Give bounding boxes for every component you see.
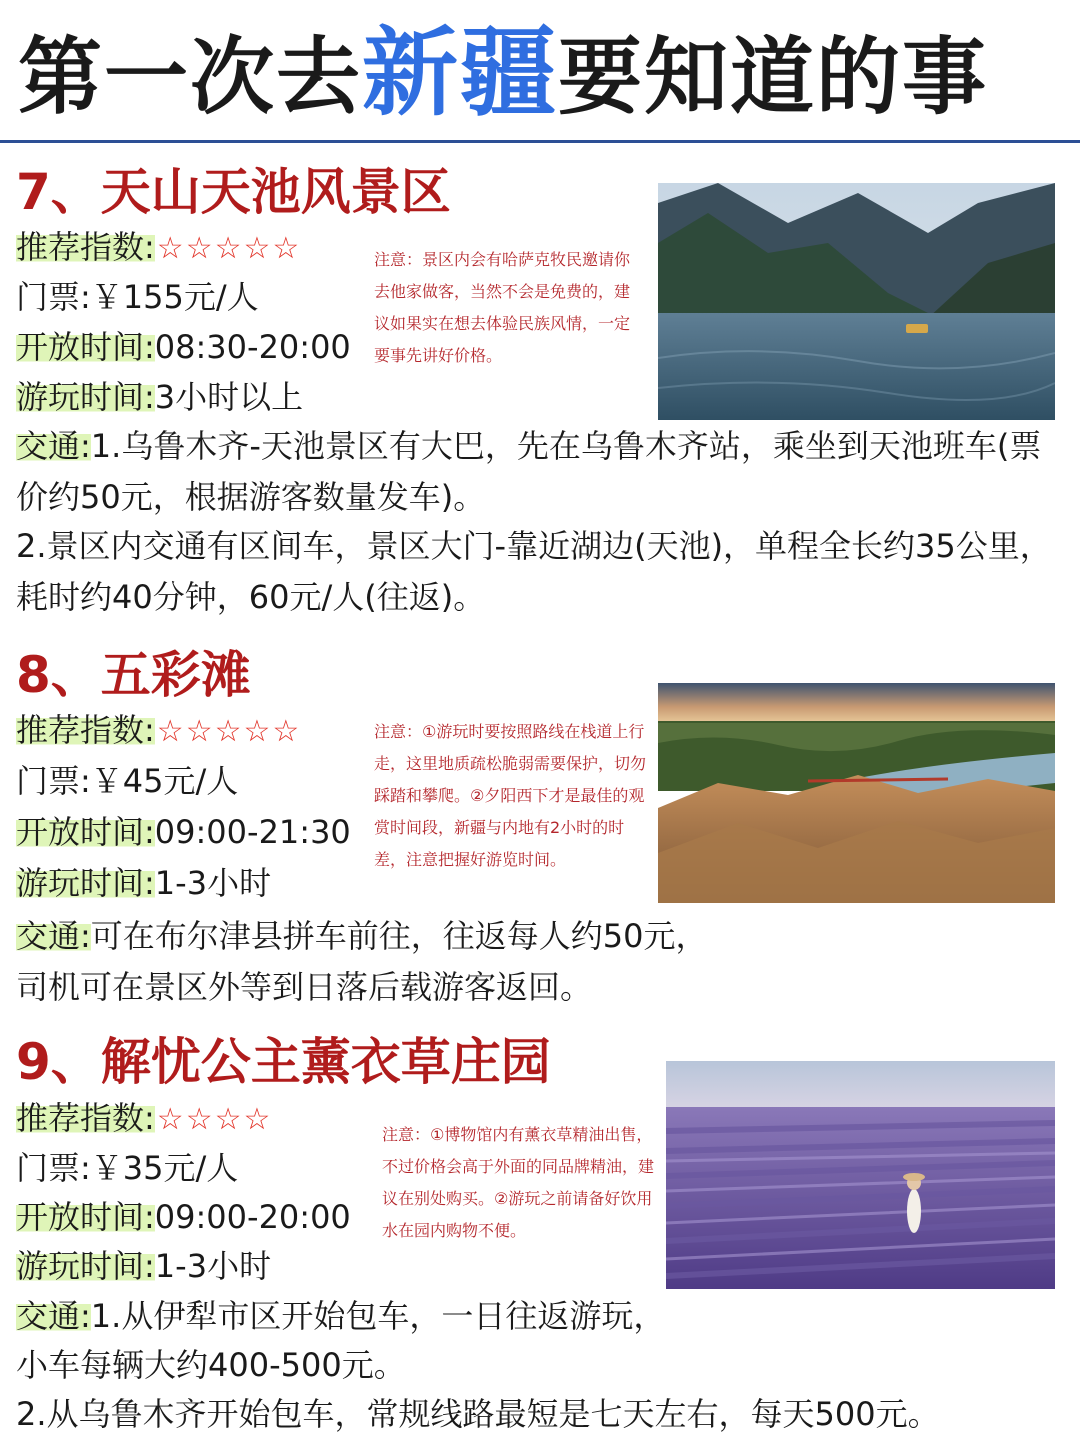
photo-lavender-field bbox=[666, 1061, 1055, 1289]
hours-label: 开放时间: bbox=[16, 1198, 155, 1236]
duration-label: 游玩时间: bbox=[16, 1247, 155, 1285]
hours-row bbox=[16, 809, 351, 855]
transport-para-tianchi bbox=[16, 421, 1056, 523]
duration-value: 1-3小时 bbox=[154, 1247, 272, 1285]
duration-row bbox=[16, 1243, 271, 1289]
hours-value: 09:00-21:30 bbox=[154, 813, 351, 851]
transport-text: 1.乌鲁木齐-天池景区有大巴，先在乌鲁木齐站，乘坐到天池班车(票价约50元，根据游客数量发车)。 bbox=[16, 427, 1042, 516]
note-wucaitan: 注意：①游玩时要按照路线在栈道上行走，这里地质疏松脆弱需要保护，切勿踩踏和攀爬。②夕阳西下才是最佳的观赏时间段，新疆与内地有2小时的时差，注意把握好游览时间。 bbox=[374, 722, 647, 869]
hours-row bbox=[16, 324, 351, 370]
ticket-row bbox=[16, 1145, 238, 1191]
transport-para-tianchi-2: 2.景区内交通有区间车，景区大门-靠近湖边(天池)，单程全长约35公里，耗时约40分钟，60元/人(往返)。 bbox=[16, 527, 1052, 616]
transport-label: 交通: bbox=[16, 1297, 91, 1335]
ticket-label: 门票: bbox=[16, 278, 91, 316]
hours-label: 开放时间: bbox=[16, 813, 155, 851]
duration-label: 游玩时间: bbox=[16, 378, 155, 416]
rating-label: 推荐指数: bbox=[16, 711, 155, 749]
transport-para-wucaitan-2: 司机可在景区外等到日落后载游客返回。 bbox=[16, 968, 593, 1006]
rating-label: 推荐指数: bbox=[16, 1099, 155, 1137]
transport-text: 1.从伊犁市区开始包车，一日往返游玩， bbox=[90, 1297, 666, 1335]
section-title-tianchi: 7、天山天池风景区 bbox=[16, 163, 451, 221]
page-title bbox=[18, 18, 988, 132]
title-prefix: 第一次去 bbox=[18, 28, 363, 126]
duration-row bbox=[16, 374, 303, 420]
duration-row bbox=[16, 860, 271, 906]
duration-label: 游玩时间: bbox=[16, 864, 155, 902]
photo-tianchi-lake bbox=[658, 183, 1055, 420]
hours-value: 08:30-20:00 bbox=[154, 328, 351, 366]
title-suffix: 要知道的事 bbox=[558, 28, 989, 126]
rating-row bbox=[16, 707, 301, 755]
transport-para-lavender-3: 2.从乌鲁木齐开始包车，常规线路最短是七天左右，每天500元。 bbox=[16, 1395, 940, 1433]
transport-para-lavender-2: 小车每辆大约400-500元。 bbox=[16, 1346, 406, 1384]
ticket-row bbox=[16, 758, 238, 804]
transport-para-wucaitan bbox=[16, 911, 1056, 962]
header-divider bbox=[0, 140, 1080, 143]
note-tianchi: 注意：景区内会有哈萨克牧民邀请你去他家做客，当然不会是免费的，建议如果实在想去体验民族风情，一定要事先讲好价格。 bbox=[374, 250, 631, 365]
star-rating-icon: ☆☆☆☆☆ bbox=[156, 231, 302, 266]
hours-value: 09:00-20:00 bbox=[154, 1198, 351, 1236]
ticket-row bbox=[16, 274, 259, 320]
transport-text: 可在布尔津县拼车前往，往返每人约50元， bbox=[90, 917, 708, 955]
transport-para-lavender bbox=[16, 1291, 1056, 1342]
hours-label: 开放时间: bbox=[16, 328, 155, 366]
ticket-label: 门票: bbox=[16, 762, 91, 800]
ticket-value: ￥155元/人 bbox=[90, 278, 259, 316]
page-header bbox=[0, 0, 1080, 140]
ticket-value: ￥45元/人 bbox=[90, 762, 239, 800]
star-rating-icon: ☆☆☆☆☆ bbox=[156, 714, 302, 749]
note-lavender: 注意：①博物馆内有薰衣草精油出售，不过价格会高于外面的同品牌精油，建议在别处购买。②游玩之前请备好饮用水在园内购物不便。 bbox=[382, 1125, 655, 1240]
photo-wucaitan bbox=[658, 683, 1055, 903]
duration-value: 1-3小时 bbox=[154, 864, 272, 902]
section-title-lavender: 9、解忧公主薰衣草庄园 bbox=[16, 1033, 551, 1091]
star-rating-icon: ☆☆☆☆ bbox=[156, 1102, 273, 1137]
rating-row bbox=[16, 224, 301, 272]
transport-label: 交通: bbox=[16, 427, 91, 465]
transport-label: 交通: bbox=[16, 917, 91, 955]
rating-row bbox=[16, 1095, 272, 1143]
ticket-value: ￥35元/人 bbox=[90, 1149, 239, 1187]
ticket-label: 门票: bbox=[16, 1149, 91, 1187]
duration-value: 3小时以上 bbox=[154, 378, 304, 416]
hours-row bbox=[16, 1194, 351, 1240]
rating-label: 推荐指数: bbox=[16, 228, 155, 266]
section-title-wucaitan: 8、五彩滩 bbox=[16, 646, 251, 704]
title-highlight: 新疆 bbox=[362, 17, 559, 129]
